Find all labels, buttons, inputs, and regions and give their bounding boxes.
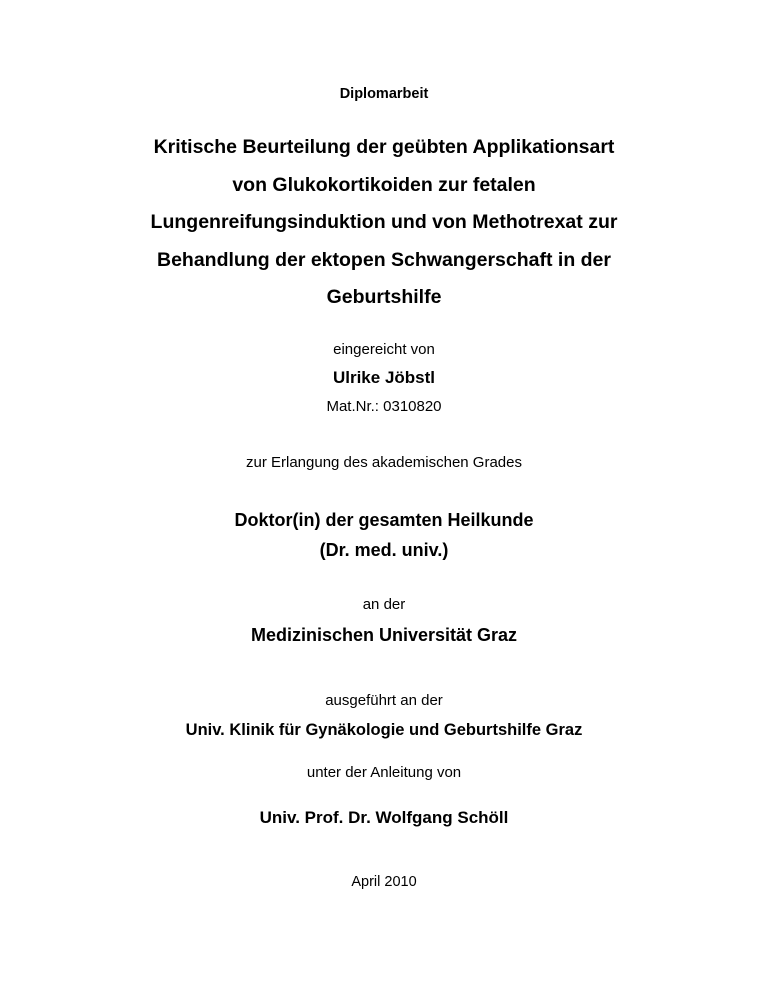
document-type-label: Diplomarbeit	[339, 86, 429, 102]
submission-date: April 2010	[351, 874, 417, 890]
supervisor-name: Univ. Prof. Dr. Wolfgang Schöll	[259, 808, 509, 827]
submitted-by-label: eingereicht von	[333, 341, 435, 358]
conducted-at-label: ausgeführt an der	[325, 692, 443, 709]
degree-title-line: Doktor(in) der gesamten Heilkunde	[234, 510, 534, 530]
matriculation-number: Mat.Nr.: 0310820	[326, 398, 442, 415]
clinic-name: Univ. Klinik für Gynäkologie und Geburtshilfe Graz	[185, 721, 583, 739]
thesis-title	[0, 129, 768, 317]
thesis-title-line: Kritische Beurteilung der geübten Applikationsart	[153, 136, 615, 158]
degree-title	[0, 505, 768, 565]
thesis-title-line: von Glukokortikoiden zur fetalen	[232, 173, 536, 196]
thesis-title-line: Lungenreifungsinduktion und von Methotrexat zur	[150, 211, 618, 233]
degree-title-line: (Dr. med. univ.)	[319, 540, 449, 560]
thesis-title-line: Behandlung der ektopen Schwangerschaft in der	[157, 248, 611, 271]
university-name: Medizinischen Universität Graz	[250, 625, 518, 645]
at-university-label: an der	[362, 596, 406, 613]
degree-intro-label: zur Erlangung des akademischen Grades	[246, 454, 522, 471]
supervision-label: unter der Anleitung von	[306, 764, 462, 781]
thesis-title-line: Geburtshilfe	[326, 286, 442, 308]
author-name: Ulrike Jöbstl	[332, 368, 436, 387]
